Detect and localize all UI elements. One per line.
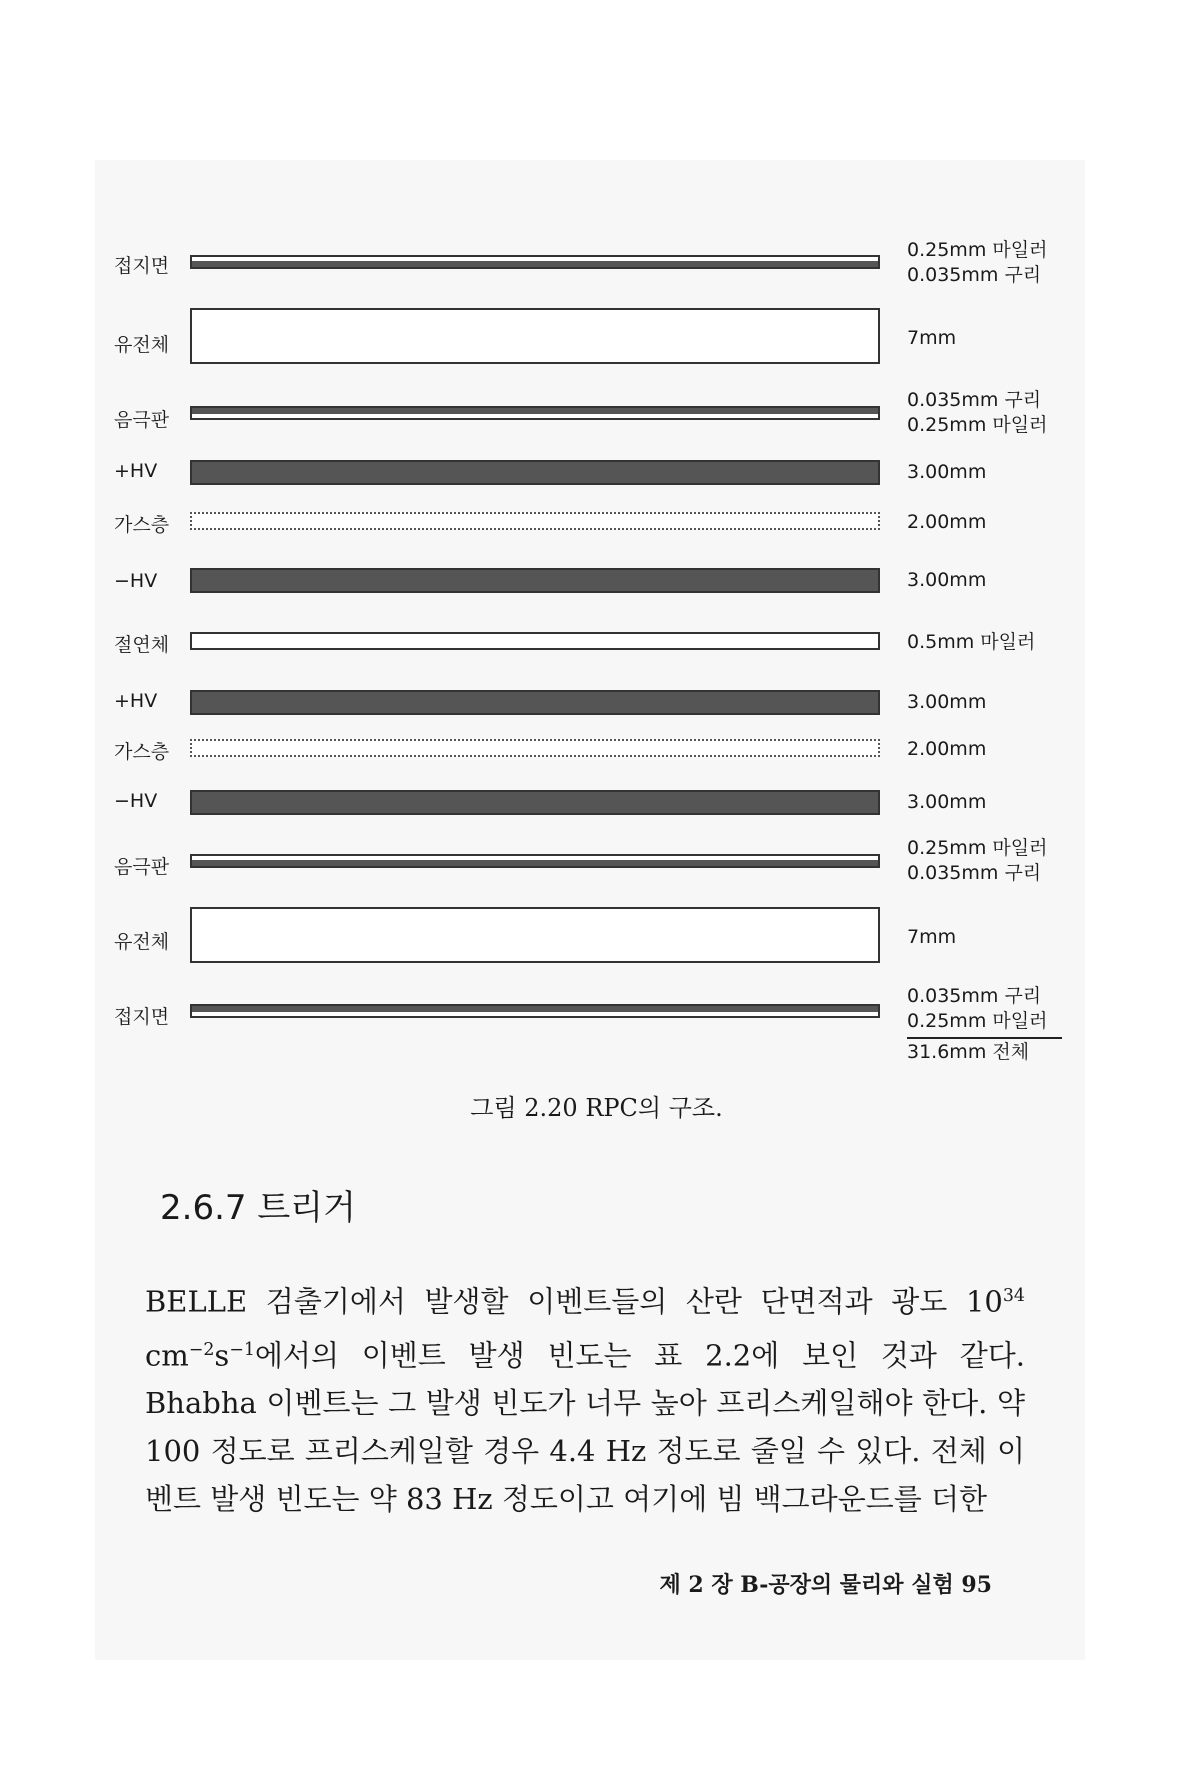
layer-spec (907, 790, 986, 815)
layer-spec-line: 3.00mm (907, 461, 987, 483)
layer-spec-line: 3.00mm (907, 691, 987, 713)
layer-spec-line: 0.035mm 구리 (907, 862, 1042, 884)
layer-spec (907, 510, 986, 535)
layer-bar (190, 460, 880, 485)
layer-label: 가스층 (114, 514, 170, 536)
layer-spec (907, 388, 1047, 438)
layer-bar (190, 739, 880, 757)
layer-spec (907, 630, 1035, 655)
layer-spec (907, 690, 986, 715)
layer-spec-line: 0.035mm 구리 (907, 389, 1042, 411)
layer-spec-line: 2.00mm (907, 738, 987, 760)
superscript: 34 (1002, 1286, 1025, 1306)
layer-spec-line: 0.25mm 마일러 (907, 239, 1048, 261)
total-thickness: 31.6mm 전체 (907, 1041, 1030, 1063)
paragraph-segment: cm (145, 1338, 189, 1373)
layer-bar (190, 308, 880, 364)
superscript: −2 (188, 1339, 215, 1360)
layer-spec-line: 7mm (907, 926, 957, 948)
layer-bar (190, 907, 880, 963)
layer-spec (907, 460, 986, 485)
layer-label: +HV (114, 460, 158, 482)
body-paragraph (145, 1272, 1025, 1523)
layer-spec-line: 0.035mm 구리 (907, 264, 1042, 286)
layer-bar (190, 406, 880, 420)
layer-spec (907, 737, 986, 762)
layer-spec (907, 984, 1047, 1034)
paragraph-segment: 에서의 이벤트 발생 빈도는 표 2.2에 보인 것과 같다. Bhabha 이벤트는 그 발생 빈도가 너무 높아 프리스케일해야 한다. 약 100 정도로 프리스케일할 경우 4.4 Hz 정도로 줄일 수 있다. 전체 이벤트 발생 빈도는 약 83 Hz 정도이고 여기에 빔 백그라운드를 더한 (145, 1338, 1025, 1517)
page-footer: 제 2 장 B-공장의 물리와 실험 95 (659, 1572, 992, 1598)
layer-spec (907, 836, 1047, 886)
layer-label: 유전체 (114, 334, 170, 356)
layer-bar (190, 568, 880, 593)
layer-label: 절연체 (114, 634, 170, 656)
layer-spec-line: 0.25mm 마일러 (907, 1010, 1048, 1032)
paragraph-segment: BELLE 검출기에서 발생할 이벤트들의 산란 단면적과 광도 10 (145, 1284, 1003, 1319)
layer-label: 가스층 (114, 741, 170, 763)
layer-label: +HV (114, 690, 158, 712)
layer-bar (190, 790, 880, 815)
layer-bar (190, 1004, 880, 1018)
layer-spec (907, 238, 1047, 288)
layer-bar (190, 512, 880, 530)
layer-bar (190, 255, 880, 269)
figure-caption: 그림 2.20 RPC의 구조. (470, 1094, 723, 1122)
layer-spec (907, 326, 956, 351)
layer-label: 음극판 (114, 409, 170, 431)
layer-label: 접지면 (114, 255, 170, 277)
layer-spec-line: 3.00mm (907, 569, 987, 591)
layer-spec-line: 0.035mm 구리 (907, 985, 1042, 1007)
superscript: −1 (229, 1339, 255, 1360)
layer-label: −HV (114, 790, 158, 812)
paragraph-segment: s (214, 1338, 230, 1373)
paragraph-text (145, 1272, 1025, 1523)
layer-spec-line: 7mm (907, 327, 957, 349)
layer-label: 음극판 (114, 856, 170, 878)
layer-spec-line: 0.5mm 마일러 (907, 631, 1036, 653)
layer-label: 유전체 (114, 931, 170, 953)
section-heading: 2.6.7 트리거 (160, 1188, 356, 1228)
layer-bar (190, 854, 880, 868)
layer-spec-line: 3.00mm (907, 791, 987, 813)
layer-label: 접지면 (114, 1006, 170, 1028)
layer-label: −HV (114, 570, 158, 592)
layer-bar (190, 632, 880, 650)
layer-spec-line: 0.25mm 마일러 (907, 837, 1048, 859)
layer-spec-line: 0.25mm 마일러 (907, 414, 1048, 436)
layer-spec-line: 2.00mm (907, 511, 987, 533)
layer-spec (907, 568, 986, 593)
layer-bar (190, 690, 880, 715)
layer-spec (907, 925, 956, 950)
total-divider (907, 1037, 1062, 1039)
